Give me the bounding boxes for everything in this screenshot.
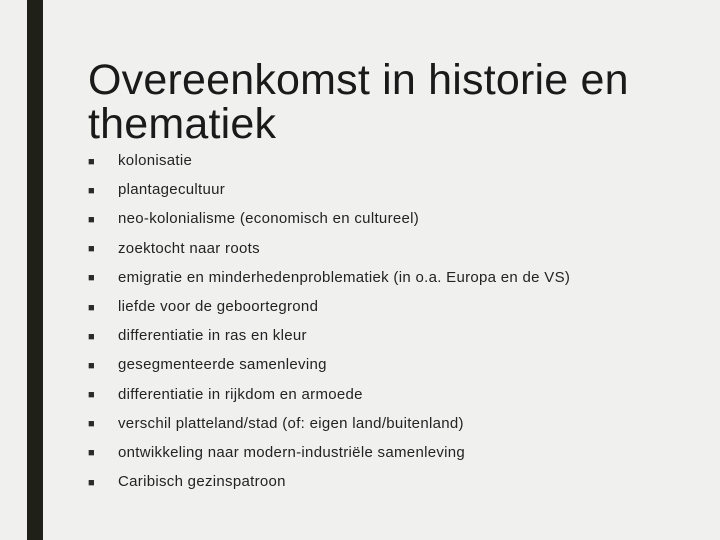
- list-item-text: gesegmenteerde samenleving: [118, 356, 327, 374]
- list-item: [88, 204, 688, 233]
- square-bullet-icon: ■: [88, 418, 95, 431]
- list-item: [88, 321, 688, 350]
- square-bullet-icon: ■: [88, 213, 95, 226]
- square-bullet-icon: ■: [88, 184, 95, 197]
- list-item-text: Caribisch gezinspatroon: [118, 473, 286, 491]
- square-bullet-icon: ■: [88, 243, 95, 256]
- list-item-text: neo-kolonialisme (economisch en cultureel): [118, 210, 420, 228]
- slide-title: Overeenkomst in historie en thematiek: [88, 56, 629, 148]
- list-item-text: differentiatie in ras en kleur: [118, 327, 307, 345]
- list-item: [88, 234, 688, 263]
- square-bullet-icon: ■: [88, 301, 95, 314]
- square-bullet-icon: ■: [88, 330, 95, 343]
- list-item-text: kolonisatie: [118, 152, 193, 170]
- square-bullet-icon: ■: [88, 447, 95, 460]
- list-item-text: verschil platteland/stad (of: eigen land/buitenland): [118, 414, 464, 432]
- list-item-text: plantagecultuur: [118, 181, 226, 199]
- square-bullet-icon: ■: [88, 272, 95, 285]
- square-bullet-icon: ■: [88, 476, 95, 489]
- accent-side-bar: [27, 0, 43, 540]
- list-item: [88, 292, 688, 321]
- bullet-list: [88, 146, 688, 496]
- list-item: [88, 380, 688, 409]
- list-item: [88, 263, 688, 292]
- square-bullet-icon: ■: [88, 155, 95, 168]
- list-item-text: emigratie en minderhedenproblematiek (in o.a. Europa en de VS): [118, 268, 571, 286]
- list-item-text: differentiatie in rijkdom en armoede: [118, 385, 363, 403]
- list-item-text: zoektocht naar roots: [118, 239, 260, 257]
- list-item: [88, 438, 688, 467]
- list-item: [88, 409, 688, 438]
- list-item: [88, 146, 688, 175]
- list-item-text: ontwikkeling naar modern-industriële samenleving: [118, 443, 466, 461]
- square-bullet-icon: ■: [88, 359, 95, 372]
- list-item-text: liefde voor de geboortegrond: [118, 298, 319, 316]
- list-item: [88, 175, 688, 204]
- list-item: [88, 350, 688, 379]
- square-bullet-icon: ■: [88, 389, 95, 402]
- list-item: [88, 467, 688, 496]
